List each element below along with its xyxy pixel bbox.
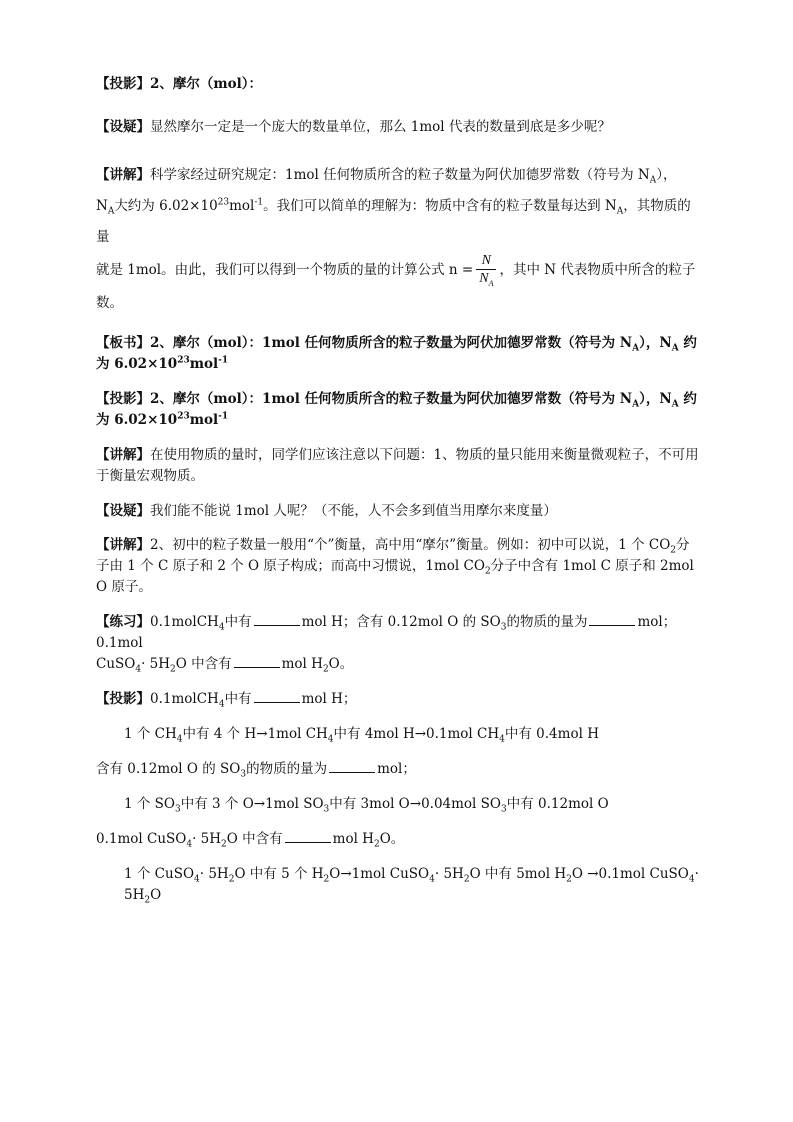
paragraph-question [96, 117, 702, 138]
blackboard-text: ），N [639, 335, 672, 352]
explanation-text: 2、初中的粒子数量一般用“个”衡量，高中用“摩尔”衡量。例如：初中可以说，1 个 CO [150, 537, 671, 554]
section-tag: 【讲解】 [96, 537, 150, 554]
solution-text: 中有 4mol H→0.1mol CH [333, 725, 500, 742]
projection-text: 2、摩尔（mol）： [150, 76, 263, 92]
section-tag: 【投影】 [96, 76, 150, 92]
paragraph-projection-exercise [96, 689, 702, 710]
projection-text: 0.1molCH [150, 691, 219, 708]
solution-text: 中有 0.4mol H [504, 725, 599, 742]
projection-text: 约 [678, 390, 697, 407]
answer-blank[interactable] [254, 690, 300, 703]
question-text: · 5H [192, 830, 222, 847]
paragraph-question-so3 [96, 759, 702, 780]
exercise-text: 中有 [224, 614, 252, 631]
explanation-text: 科学家经过研究规定：1mol 任何物质所含的粒子数量为阿伏加德罗常数（符号为 N [150, 166, 650, 183]
section-tag: 【设疑】 [96, 502, 150, 519]
solution-text: O→1mol CuSO [329, 865, 430, 882]
explanation-text: 在使用物质的量时，同学们应该注意以下问题：1、物质的量只能用来衡量微观粒子，不可用于衡量宏观物质。 [96, 446, 699, 484]
paragraph-question-people [96, 501, 702, 522]
subscript: A [671, 343, 679, 354]
subscript: A [107, 206, 115, 217]
solution-text: · 5H [199, 865, 229, 882]
formula-fraction [476, 253, 496, 288]
superscript: 23 [217, 197, 230, 208]
subscript: 3 [175, 804, 181, 815]
exercise-text: 的物质的量为 [506, 614, 588, 631]
subscript: 4 [327, 734, 334, 745]
paragraph-solution-ch4 [96, 724, 702, 745]
subscript: 3 [500, 622, 507, 633]
solution-text: · 5H [124, 865, 699, 903]
subscript: 4 [194, 874, 200, 885]
explanation-text: 。我们可以简单的理解为：物质中含有的粒子数量每达到 N [263, 197, 617, 214]
subscript: 3 [323, 804, 330, 815]
solution-text: 中有 3mol O→0.04mol SO [329, 795, 501, 812]
question-text: mol； [377, 760, 416, 777]
solution-text: 中有 4 个 H→1mol CH [182, 725, 328, 742]
solution-text: 1 个 CH [124, 725, 177, 742]
question-text: O。 [379, 830, 405, 847]
subscript: 2 [670, 546, 676, 557]
section-tag: 【设疑】 [96, 118, 150, 135]
subscript: 2 [323, 874, 330, 885]
subscript: 4 [218, 699, 225, 710]
explanation-text: 就是 1mol。由此，我们可以得到一个物质的量的计算公式 n = [96, 261, 474, 278]
section-tag: 【投影】 [96, 691, 150, 708]
solution-text: · 5H [434, 865, 464, 882]
question-text: 0.1mol CuSO [96, 830, 187, 847]
blackboard-text: mol [189, 355, 219, 372]
solution-text: 1 个 SO [124, 795, 175, 812]
solution-text: 1 个 CuSO [124, 865, 195, 882]
projection-text: mol H； [301, 691, 357, 708]
answer-blank[interactable] [234, 655, 280, 668]
subscript: 2 [221, 839, 227, 850]
explanation-text: 大约为 6.02×10 [114, 197, 218, 214]
subscript: A [632, 343, 640, 354]
projection-text: 2、摩尔（mol）：1mol 任何物质所含的粒子数量为阿伏加德罗常数（符号为 N [150, 390, 633, 407]
solution-text: O 中有 5mol H [469, 865, 567, 882]
superscript: -1 [218, 355, 229, 366]
projection-text: mol [189, 411, 219, 428]
solution-text: 中有 3 个 O→1mol SO [180, 795, 324, 812]
exercise-text: mol H；含有 0.12mol O 的 SO [301, 614, 501, 631]
subscript: 2 [373, 839, 380, 850]
projection-text: ），N [639, 390, 672, 407]
paragraph-blackboard [96, 333, 702, 375]
subscript: 4 [186, 839, 193, 850]
explanation-text: N [96, 197, 108, 214]
question-text: mol H [332, 830, 374, 847]
subscript: 2 [463, 874, 470, 885]
exercise-text: 0.1molCH [150, 614, 219, 631]
subscript: 4 [218, 622, 225, 633]
superscript: -1 [218, 411, 229, 422]
section-tag: 【讲解】 [96, 446, 150, 463]
paragraph-question-cuso4 [96, 829, 702, 850]
paragraph-projection-definition [96, 389, 702, 431]
question-text: O 中含有 [226, 830, 283, 847]
exercise-text: O。 [328, 656, 354, 673]
question-text: 我们能不能说 1mol 人呢？（不能，人不会多到值当用摩尔来度量） [150, 502, 557, 519]
answer-blank[interactable] [589, 613, 635, 626]
superscript: 23 [177, 355, 190, 366]
paragraph-solution-cuso4 [96, 864, 702, 906]
exercise-text: · 5H [141, 656, 171, 673]
solution-text: O →0.1mol CuSO [571, 865, 689, 882]
subscript: A [488, 278, 494, 288]
answer-blank[interactable] [254, 613, 300, 626]
subscript: 2 [322, 664, 329, 675]
subscript: 4 [176, 734, 183, 745]
section-tag: 【讲解】 [96, 166, 150, 183]
subscript: A [616, 206, 624, 217]
projection-text: 为 6.02×10 [96, 411, 178, 428]
solution-text: O 中有 5 个 H [234, 865, 324, 882]
projection-text: 中有 [224, 691, 252, 708]
paragraph-solution-so3 [96, 794, 702, 815]
subscript: 2 [484, 567, 491, 578]
subscript: 3 [240, 769, 247, 780]
solution-text: 中有 0.12mol O [506, 795, 609, 812]
explanation-text: ）， [656, 166, 677, 183]
exercise-text: O 中含有 [175, 656, 232, 673]
denominator-symbol: N [479, 270, 489, 286]
subscript: 4 [688, 874, 695, 885]
section-tag: 【板书】 [96, 335, 150, 352]
paragraph-explanation-usage [96, 445, 702, 487]
paragraph-projection-mole [96, 74, 702, 95]
subscript: 4 [499, 734, 505, 745]
subscript: 2 [144, 895, 151, 906]
explanation-text: ，其中 N 代表物质中所含的粒子 [499, 261, 696, 278]
subscript: 2 [170, 664, 176, 675]
solution-text: O [150, 886, 162, 903]
exercise-text: mol；0.1mol [96, 614, 677, 652]
explanation-text: 分子由 1 个 C 原子和 2 个 O 原子构成；而高中习惯说，1mol CO [96, 537, 690, 575]
fraction-denominator [476, 269, 496, 288]
explanation-text: ，其物质的量 [96, 197, 691, 245]
subscript: 2 [566, 874, 572, 885]
answer-blank[interactable] [329, 760, 375, 773]
question-text: 的物质的量为 [246, 760, 328, 777]
explanation-text: mol [229, 197, 255, 214]
paragraph-explanation-counting [96, 535, 702, 598]
subscript: 4 [135, 664, 142, 675]
question-text: 显然摩尔一定是一个庞大的数量单位，那么 1mol 代表的数量到底是多少呢？ [150, 118, 611, 135]
fraction-numerator: N [481, 252, 491, 268]
blackboard-text: 2、摩尔（mol）：1mol 任何物质所含的粒子数量为阿伏加德罗常数（符号为 N [150, 335, 633, 352]
document-page [96, 74, 702, 919]
exercise-text: CuSO [96, 656, 136, 673]
section-tag: 【投影】 [96, 390, 150, 407]
blackboard-text: 约 [678, 335, 697, 352]
paragraph-exercise [96, 612, 702, 675]
superscript: 23 [177, 411, 190, 422]
answer-blank[interactable] [285, 830, 331, 843]
subscript: 4 [429, 874, 435, 885]
superscript: -1 [254, 197, 264, 208]
subscript: 3 [500, 804, 507, 815]
subscript: A [671, 399, 679, 410]
paragraph-explanation-avogadro [96, 160, 702, 319]
section-tag: 【练习】 [96, 614, 150, 631]
question-text: 含有 0.12mol O 的 SO [96, 760, 241, 777]
explanation-text: 分子中含有 1mol C 原子和 2mol O 原子。 [96, 558, 694, 596]
subscript: A [649, 175, 657, 186]
subscript: A [632, 399, 640, 410]
subscript: 2 [228, 874, 235, 885]
explanation-text: 数。 [96, 294, 123, 311]
blackboard-text: 为 6.02×10 [96, 355, 178, 372]
exercise-text: mol H [281, 656, 323, 673]
